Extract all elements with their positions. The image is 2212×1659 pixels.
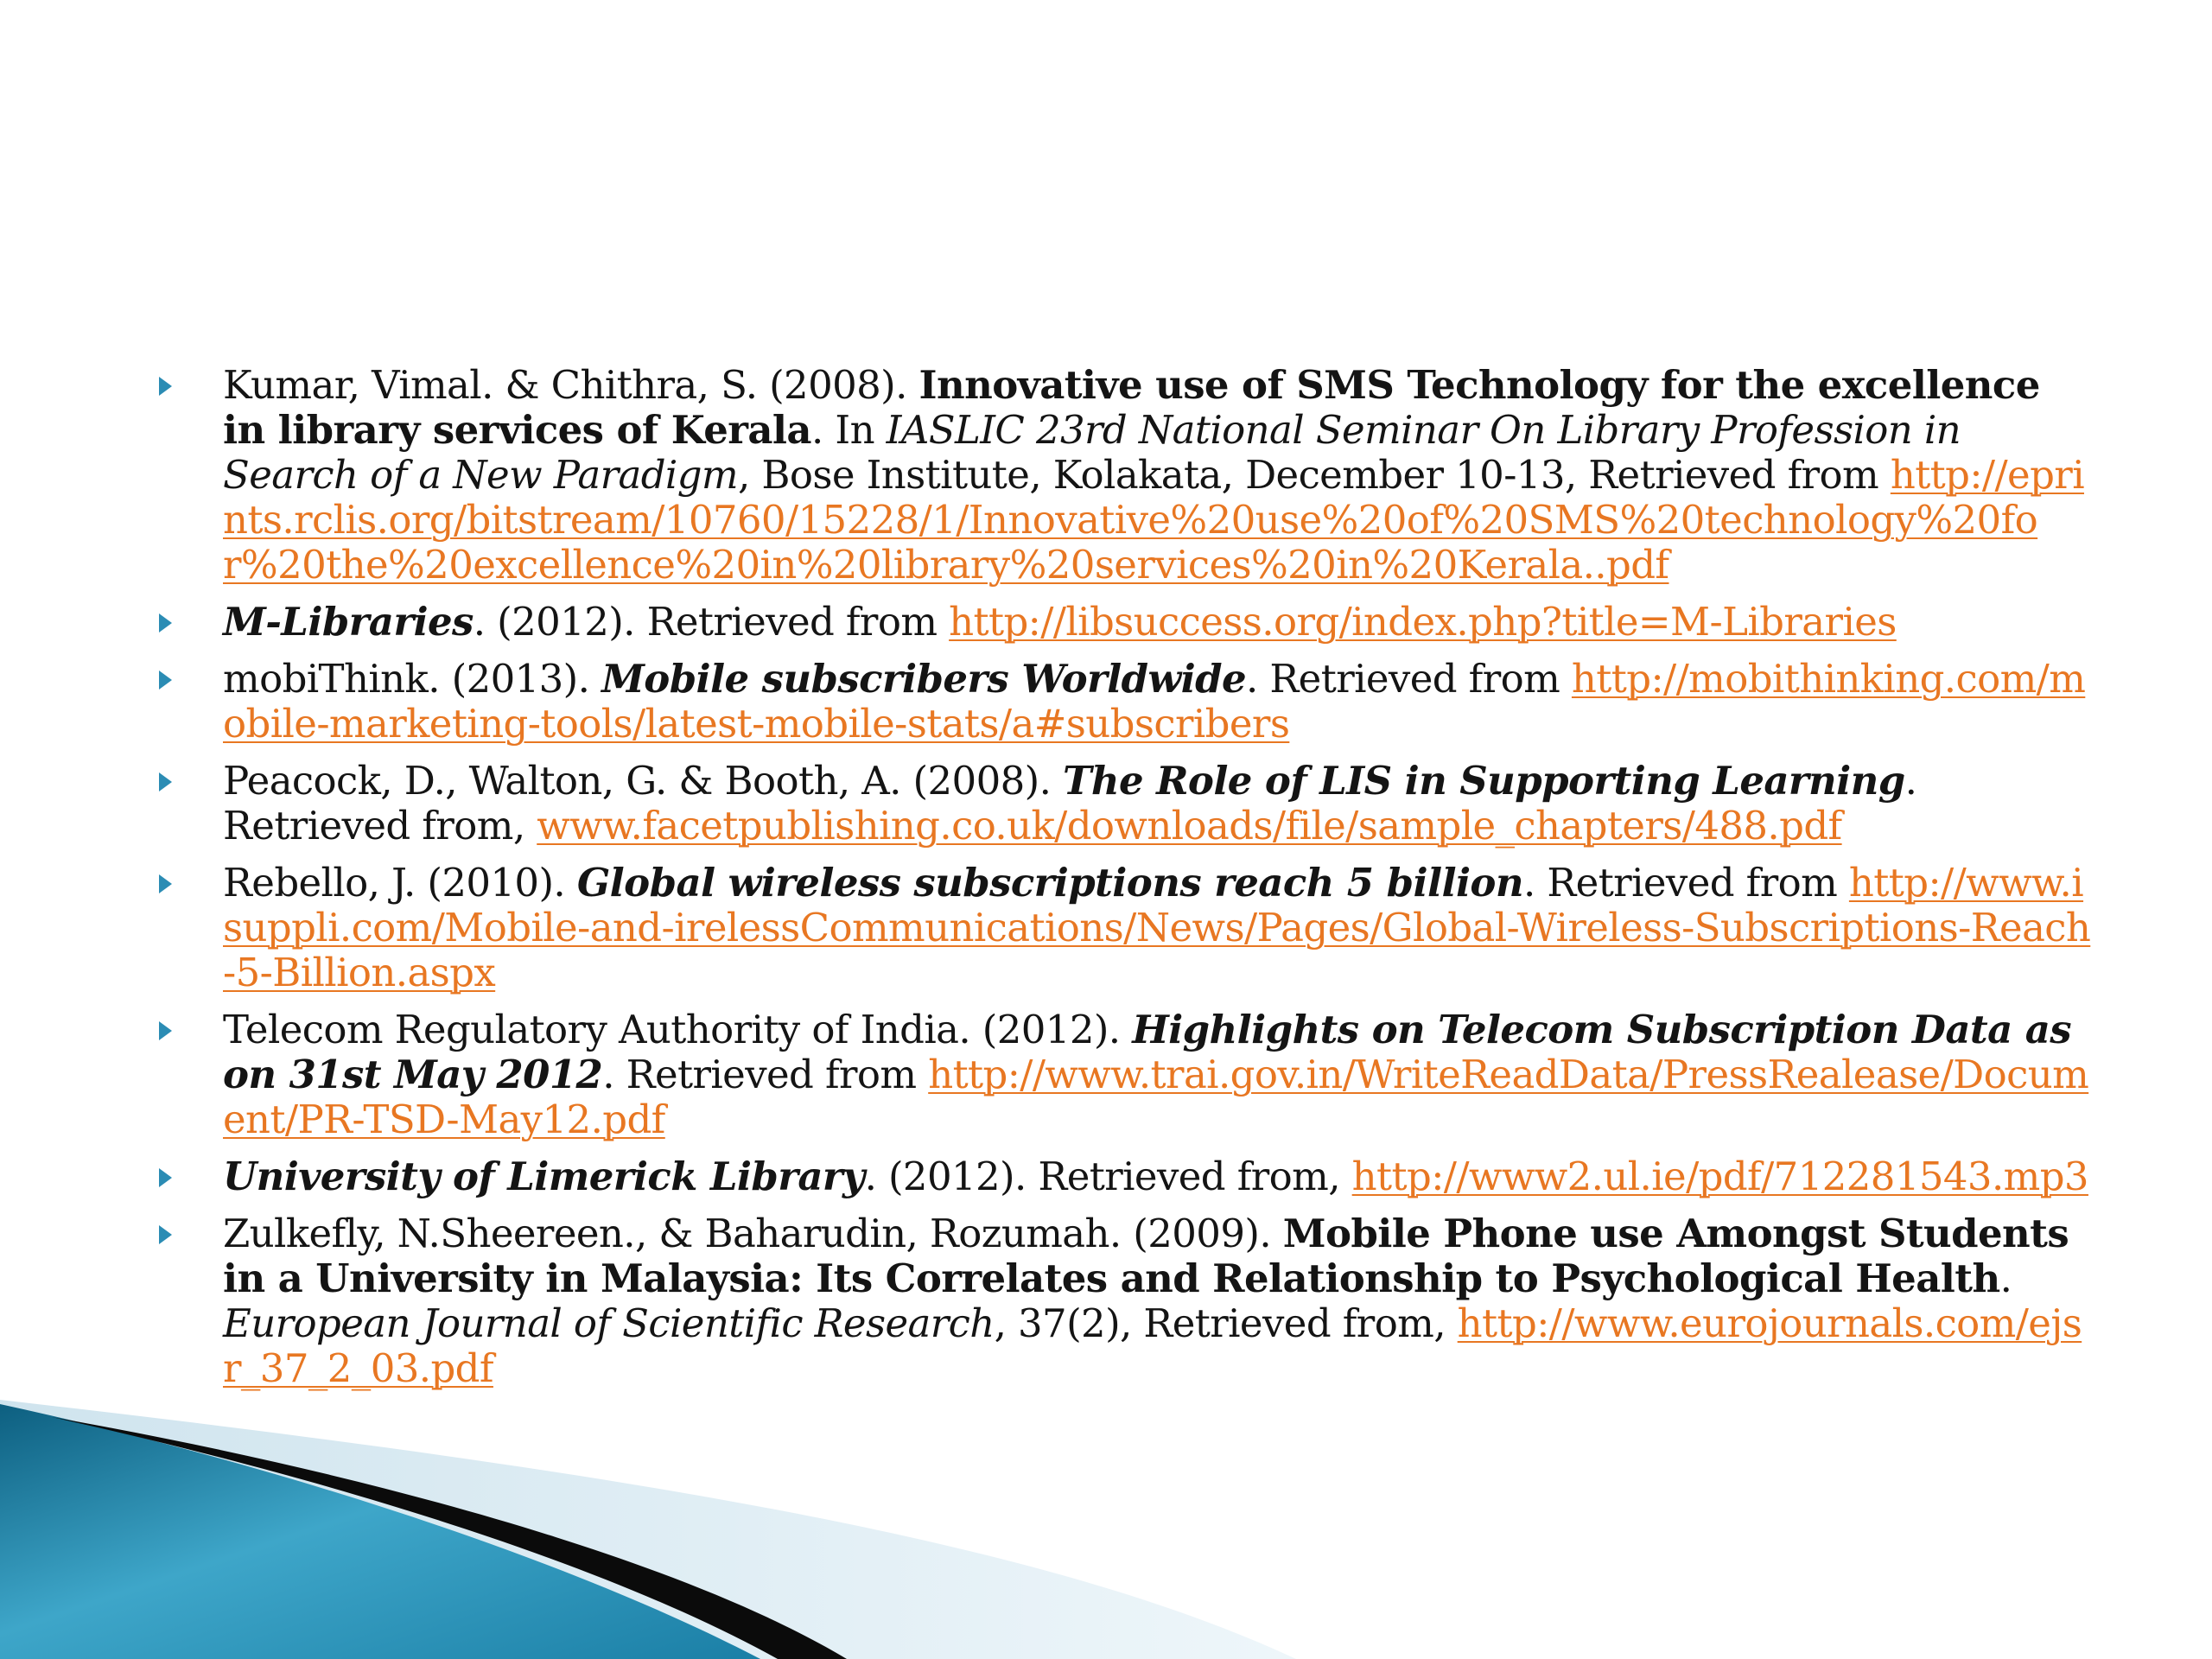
reference-authors: Telecom Regulatory Authority of India. (2012).: [223, 1007, 1133, 1052]
reference-item-limerick: [156, 1154, 2091, 1199]
reference-text: .: [1999, 1255, 2012, 1301]
reference-text: . (2012). Retrieved from,: [864, 1154, 1352, 1199]
reference-authors: mobiThink. (2013).: [223, 656, 602, 702]
triangle-bullet-icon: [159, 874, 172, 893]
triangle-bullet-icon: [159, 1168, 172, 1187]
reference-link[interactable]: http://www.eurojournals.com/ejsr_37_2_03.pdf: [223, 1300, 2082, 1391]
reference-text: . In: [810, 407, 887, 453]
reference-text: . Retrieved from,: [223, 758, 1917, 849]
reference-item-zulkefly: [156, 1211, 2091, 1391]
reference-authors: Rebello, J. (2010).: [223, 860, 577, 906]
reference-text: . Retrieved from: [1522, 860, 1849, 906]
reference-title: Highlights on Telecom Subscription Data as on 31st May 2012: [223, 1007, 2071, 1097]
reference-details: , 37(2), Retrieved from,: [994, 1300, 1458, 1346]
reference-link[interactable]: http://mobithinking.com/mobile-marketing-tools/latest-mobile-stats/a#subscribers: [223, 656, 2086, 747]
triangle-bullet-icon: [159, 1225, 172, 1244]
reference-link[interactable]: http://www.trai.gov.in/WriteReadData/PressRealease/Document/PR-TSD-May12.pdf: [223, 1052, 2089, 1142]
reference-details: , Bose Institute, Kolakata, December 10-13, Retrieved from: [738, 452, 1891, 498]
reference-link[interactable]: www.facetpublishing.co.uk/downloads/file/sample_chapters/488.pdf: [537, 803, 1842, 849]
reference-source: European Journal of Scientific Research: [223, 1300, 995, 1346]
triangle-bullet-icon: [159, 1021, 172, 1040]
reference-authors: Zulkefly, N.Sheereen., & Baharudin, Rozumah. (2009).: [223, 1211, 1283, 1256]
reference-item-mobithink: [156, 657, 2091, 747]
swoosh-dark-band: [52, 1417, 847, 1659]
triangle-bullet-icon: [159, 377, 172, 396]
swoosh-light-band: [0, 1400, 1296, 1659]
reference-list: [156, 363, 2091, 1403]
reference-item-m-libraries: [156, 600, 2091, 645]
reference-title: Innovative use of SMS Technology for the excellence in library services of Kerala: [223, 362, 2040, 453]
swoosh-blue-band: [0, 1404, 760, 1659]
reference-source: IASLIC 23rd National Seminar On Library Profession in Search of a New Paradigm: [223, 407, 1961, 498]
reference-title: Mobile Phone use Amongst Students in a University in Malaysia: Its Correlates and Relationship to Psychological Health: [223, 1211, 2069, 1301]
reference-text: . Retrieved from: [602, 1052, 929, 1097]
reference-title: M-Libraries: [223, 599, 474, 645]
reference-link[interactable]: http://eprints.rclis.org/bitstream/10760/15228/1/Innovative%20use%20of%20SMS%20technology%20for%20the%20excellence%20in%20library%20services%20in%20Kerala..pdf: [223, 452, 2084, 588]
reference-link[interactable]: http://libsuccess.org/index.php?title=M-Libraries: [949, 599, 1897, 645]
reference-item-peacock: [156, 759, 2091, 849]
reference-item-rebello: [156, 861, 2091, 995]
reference-item-trai: [156, 1007, 2091, 1142]
reference-authors: Kumar, Vimal. & Chithra, S. (2008).: [223, 362, 919, 408]
reference-link[interactable]: http://www2.ul.ie/pdf/712281543.mp3: [1351, 1154, 2088, 1199]
reference-link[interactable]: http://www.isuppli.com/Mobile-and-irelessCommunications/News/Pages/Global-Wireless-Subscriptions-Reach-5-Billion.aspx: [223, 860, 2091, 995]
reference-title: University of Limerick Library: [223, 1154, 865, 1199]
triangle-bullet-icon: [159, 772, 172, 791]
reference-item-kumar: [156, 363, 2091, 588]
reference-text: . (2012). Retrieved from: [473, 599, 950, 645]
reference-title: Global wireless subscriptions reach 5 billion: [576, 860, 1523, 906]
reference-text: . Retrieved from: [1245, 656, 1572, 702]
triangle-bullet-icon: [159, 671, 172, 690]
reference-title: The Role of LIS in Supporting Learning: [1063, 758, 1905, 804]
triangle-bullet-icon: [159, 613, 172, 632]
reference-title: Mobile subscribers Worldwide: [601, 656, 1246, 702]
reference-authors: Peacock, D., Walton, G. & Booth, A. (2008).: [223, 758, 1063, 804]
